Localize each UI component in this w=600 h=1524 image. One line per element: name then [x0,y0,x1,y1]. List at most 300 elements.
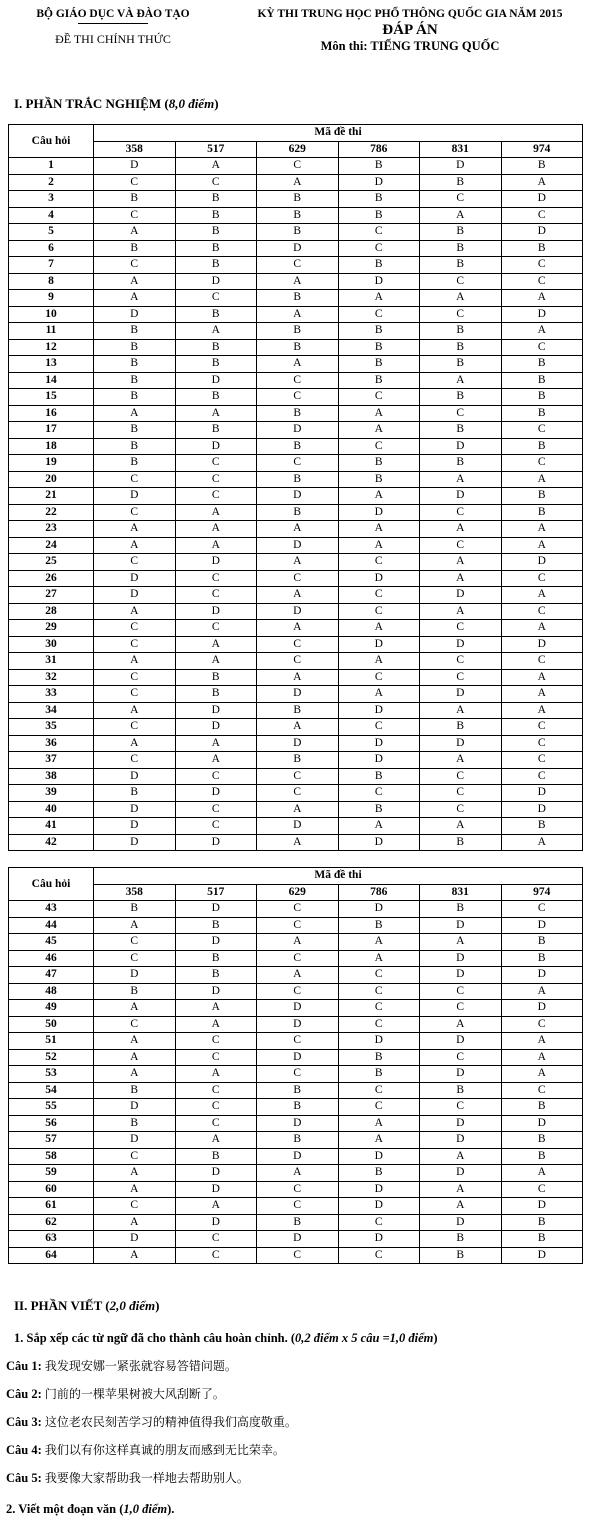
table-row [9,174,583,191]
answer-cell: C [175,471,257,488]
question-number: 17 [9,422,94,439]
question-number: 18 [9,438,94,455]
table-row [9,620,583,637]
answer-table-1 [8,124,583,851]
answer-cell: A [94,1181,176,1198]
answer-cell: D [94,158,176,175]
table-row [9,1247,583,1264]
answer-cell: D [257,818,339,835]
table-row [9,1165,583,1182]
answer-cell: B [94,389,176,406]
question-number: 49 [9,1000,94,1017]
answer-cell: B [420,1082,502,1099]
answer-cell: D [257,1231,339,1248]
answer-item-3: Câu 3: 这位老农民刻苦学习的精神值得我们高度敬重。 [6,1415,297,1429]
answer-table-2 [8,867,583,1264]
answer-cell: D [338,834,420,851]
answer-cell: C [420,1099,502,1116]
answer-cell: A [175,1132,257,1149]
answer-cell: B [420,719,502,736]
answer-cell: D [420,967,502,984]
answer-cell: A [420,554,502,571]
table-row [9,290,583,307]
answer-cell: C [257,950,339,967]
answer-cell: B [175,1148,257,1165]
organization-name: BỘ GIÁO DỤC VÀ ĐÀO TẠO [36,8,190,20]
question-number: 13 [9,356,94,373]
table-row [9,1066,583,1083]
question-number: 61 [9,1198,94,1215]
answer-cell: C [420,1000,502,1017]
question-number: 57 [9,1132,94,1149]
answer-cell: A [501,686,583,703]
question-number: 15 [9,389,94,406]
answer-cell: D [501,1000,583,1017]
answer-cell: B [257,191,339,208]
answer-cell: C [501,768,583,785]
answer-cell: C [257,570,339,587]
table-row [9,1231,583,1248]
answer-cell: C [501,653,583,670]
answer-cell: B [420,901,502,918]
answer-cell: C [501,719,583,736]
answer-cell: A [338,620,420,637]
answer-cell: B [257,405,339,422]
answer-cell: A [338,422,420,439]
answer-cell: D [94,587,176,604]
answer-cell: A [94,224,176,241]
answer-cell: D [420,1115,502,1132]
answer-cell: B [257,290,339,307]
answer-cell: C [338,1016,420,1033]
table-row [9,323,583,340]
answer-cell: B [420,323,502,340]
table-row [9,1099,583,1116]
answer-cell: D [501,224,583,241]
answer-cell: C [420,405,502,422]
answer-cell: A [175,158,257,175]
answer-cell: B [175,967,257,984]
question-number: 54 [9,1082,94,1099]
answer-cell: D [94,1099,176,1116]
answer-cell: C [501,1016,583,1033]
answer-cell: B [338,1066,420,1083]
answer-cell: A [420,207,502,224]
answer-cell: A [420,1016,502,1033]
table-row [9,339,583,356]
code-column: 629 [257,884,339,901]
answer-cell: D [420,587,502,604]
answer-cell: A [501,620,583,637]
answer-cell: D [257,1049,339,1066]
answer-cell: B [94,422,176,439]
answer-cell: D [338,570,420,587]
table-row [9,224,583,241]
answer-cell: C [175,488,257,505]
answer-cell: A [501,669,583,686]
answer-cell: A [338,537,420,554]
question-number: 12 [9,339,94,356]
answer-cell: B [257,323,339,340]
answer-cell: D [338,1231,420,1248]
answer-cell: D [257,603,339,620]
answer-cell: D [501,306,583,323]
answer-cell: B [175,191,257,208]
answer-cell: B [94,372,176,389]
code-column: 358 [94,884,176,901]
answer-cell: A [94,273,176,290]
answer-cell: B [501,1132,583,1149]
answer-cell: D [501,917,583,934]
table-row [9,752,583,769]
answer-cell: A [257,306,339,323]
answer-cell: D [338,273,420,290]
answer-cell: A [501,587,583,604]
answer-cell: C [175,455,257,472]
answer-cell: A [175,521,257,538]
answer-cell: B [420,240,502,257]
table-row [9,422,583,439]
answer-cell: D [501,967,583,984]
answer-cell: A [338,934,420,951]
answer-cell: A [420,752,502,769]
answer-cell: D [175,834,257,851]
answer-cell: C [420,785,502,802]
header-underline [78,23,148,24]
table-row [9,257,583,274]
question-number: 19 [9,455,94,472]
answer-cell: A [175,752,257,769]
answer-cell: C [257,1181,339,1198]
answer-cell: C [257,1198,339,1215]
question-number: 22 [9,504,94,521]
answer-cell: B [420,356,502,373]
answer-cell: C [94,471,176,488]
answer-cell: C [175,1082,257,1099]
answer-cell: C [420,801,502,818]
question-number: 42 [9,834,94,851]
answer-cell: A [257,1165,339,1182]
answer-cell: C [257,455,339,472]
answer-cell: C [257,768,339,785]
answer-cell: D [94,306,176,323]
question-header: Câu hỏi [9,125,94,158]
answer-cell: A [338,521,420,538]
answer-cell: D [257,686,339,703]
answer-cell: A [257,521,339,538]
answer-cell: C [420,504,502,521]
answer-cell: B [420,422,502,439]
table-row [9,719,583,736]
answer-cell: C [338,983,420,1000]
answer-cell: B [501,488,583,505]
question-number: 53 [9,1066,94,1083]
answer-cell: C [420,768,502,785]
question-number: 44 [9,917,94,934]
answer-cell: B [501,1231,583,1248]
header-right [225,8,595,54]
section2-title: II. PHẦN VIẾT (2,0 điểm) [14,1298,160,1313]
answer-cell: C [338,785,420,802]
answer-cell: A [94,653,176,670]
answer-cell: A [338,290,420,307]
table-row [9,521,583,538]
answer-cell: D [175,1181,257,1198]
answer-cell: D [94,834,176,851]
code-column: 358 [94,141,176,158]
answer-cell: C [501,455,583,472]
answer-cell: B [501,389,583,406]
table-row [9,1214,583,1231]
table-row [9,372,583,389]
answer-cell: B [175,240,257,257]
answer-cell: C [175,801,257,818]
answer-cell: B [420,834,502,851]
answer-cell: C [257,158,339,175]
answer-cell: C [420,273,502,290]
answer-cell: C [501,1082,583,1099]
answer-cell: B [501,504,583,521]
answer-cell: A [420,934,502,951]
answer-cell: C [420,620,502,637]
answer-cell: A [501,471,583,488]
answer-cell: C [420,306,502,323]
question-number: 62 [9,1214,94,1231]
question-number: 55 [9,1099,94,1116]
table-row [9,1016,583,1033]
answer-cell: D [420,1214,502,1231]
answer-cell: A [420,570,502,587]
answer-cell: B [338,801,420,818]
answer-cell: B [420,389,502,406]
code-column: 831 [420,884,502,901]
answer-cell: A [501,834,583,851]
answer-cell: A [94,702,176,719]
answer-cell: C [338,967,420,984]
question-number: 7 [9,257,94,274]
answer-cell: A [94,1033,176,1050]
answer-cell: C [501,1181,583,1198]
answer-cell: B [257,1082,339,1099]
answer-cell: B [338,1049,420,1066]
answer-cell: A [338,1132,420,1149]
answer-cell: B [94,240,176,257]
section1-title: I. PHẦN TRẮC NGHIỆM (8,0 điểm) [14,96,219,111]
answer-cell: D [338,702,420,719]
table-row [9,768,583,785]
answer-cell: A [420,471,502,488]
answer-cell: B [338,207,420,224]
code-header: Mã đề thi [94,125,583,142]
answer-cell: A [257,174,339,191]
answer-cell: A [338,405,420,422]
table-row [9,455,583,472]
answer-cell: D [175,1165,257,1182]
answer-cell: D [175,785,257,802]
answer-cell: B [257,504,339,521]
answer-cell: B [257,1132,339,1149]
code-header: Mã đề thi [94,868,583,885]
answer-cell: D [175,719,257,736]
answer-cell: B [420,224,502,241]
answer-cell: C [175,587,257,604]
code-column: 974 [501,884,583,901]
answer-cell: B [257,471,339,488]
answer-cell: D [94,768,176,785]
table-row [9,917,583,934]
answer-cell: C [338,240,420,257]
answer-cell: B [501,950,583,967]
answer-cell: D [257,1000,339,1017]
answer-cell: A [94,1165,176,1182]
answer-cell: B [257,438,339,455]
answer-cell: B [94,438,176,455]
table-row [9,273,583,290]
answer-cell: D [420,735,502,752]
answer-cell: C [94,554,176,571]
answer-cell: D [501,1247,583,1264]
answer-cell: A [420,603,502,620]
answer-cell: D [338,1148,420,1165]
answer-cell: A [94,603,176,620]
table-row [9,636,583,653]
question-number: 39 [9,785,94,802]
answer-cell: B [175,257,257,274]
answer-cell: B [501,818,583,835]
answer-cell: C [338,1247,420,1264]
answer-cell: A [501,1049,583,1066]
answer-cell: D [501,785,583,802]
question-number: 1 [9,158,94,175]
answer-cell: B [257,224,339,241]
answer-cell: D [501,636,583,653]
answer-cell: D [338,636,420,653]
table-row [9,1148,583,1165]
answer-cell: C [94,1016,176,1033]
answer-cell: C [94,504,176,521]
answer-cell: C [501,257,583,274]
table-row [9,950,583,967]
answer-cell: A [175,323,257,340]
answer-cell: C [501,901,583,918]
answer-cell: A [501,290,583,307]
table-row [9,785,583,802]
answer-cell: B [420,339,502,356]
answer-cell: A [94,735,176,752]
question-number: 4 [9,207,94,224]
answer-cell: C [338,389,420,406]
answer-cell: B [338,1165,420,1182]
answer-cell: B [257,1214,339,1231]
answer-cell: D [94,801,176,818]
answer-cell: A [501,537,583,554]
table-row [9,438,583,455]
answer-cell: C [338,587,420,604]
answer-cell: C [501,735,583,752]
question-number: 21 [9,488,94,505]
answer-item-2: Câu 2: 门前的一棵苹果树被大风刮断了。 [6,1387,225,1401]
answer-cell: A [175,636,257,653]
answer-cell: C [175,620,257,637]
table-row [9,240,583,257]
table-row [9,735,583,752]
question-number: 14 [9,372,94,389]
question-number: 9 [9,290,94,307]
question-number: 60 [9,1181,94,1198]
answer-cell: C [257,653,339,670]
question-number: 63 [9,1231,94,1248]
answer-cell: D [175,273,257,290]
answer-cell: B [338,768,420,785]
answer-cell: B [175,422,257,439]
table-row [9,554,583,571]
answer-cell: C [257,901,339,918]
question-number: 26 [9,570,94,587]
table-row [9,158,583,175]
question-number: 11 [9,323,94,340]
answer-cell: C [338,306,420,323]
answer-cell: C [501,752,583,769]
answer-cell: B [94,356,176,373]
answer-cell: C [94,620,176,637]
answer-cell: D [420,950,502,967]
question-number: 48 [9,983,94,1000]
code-column: 629 [257,141,339,158]
question-number: 37 [9,752,94,769]
answer-cell: D [501,191,583,208]
question-number: 10 [9,306,94,323]
table-row [9,570,583,587]
answer-cell: C [420,669,502,686]
answer-cell: A [420,702,502,719]
answer-cell: C [420,1049,502,1066]
table-row [9,587,583,604]
answer-cell: B [94,1115,176,1132]
answer-cell: C [257,372,339,389]
question-number: 41 [9,818,94,835]
answer-cell: C [94,719,176,736]
answer-cell: D [257,240,339,257]
answer-cell: B [338,323,420,340]
answer-cell: D [175,983,257,1000]
table-row [9,801,583,818]
answer-cell: D [175,702,257,719]
answer-cell: B [501,1099,583,1116]
answer-cell: B [338,372,420,389]
table-row [9,1033,583,1050]
question-number: 46 [9,950,94,967]
answer-cell: A [420,818,502,835]
answer-cell: A [94,1066,176,1083]
answer-cell: B [175,686,257,703]
question-number: 8 [9,273,94,290]
answer-cell: D [501,1115,583,1132]
answer-cell: B [501,934,583,951]
code-column: 517 [175,141,257,158]
question-number: 5 [9,224,94,241]
answer-cell: D [175,554,257,571]
answer-cell: A [257,273,339,290]
answer-cell: A [175,504,257,521]
answer-cell: D [175,1214,257,1231]
table-row [9,818,583,835]
answer-cell: A [94,521,176,538]
answer-cell: D [94,570,176,587]
answer-cell: C [501,422,583,439]
answer-cell: D [257,488,339,505]
answer-cell: D [420,686,502,703]
answer-cell: C [94,174,176,191]
